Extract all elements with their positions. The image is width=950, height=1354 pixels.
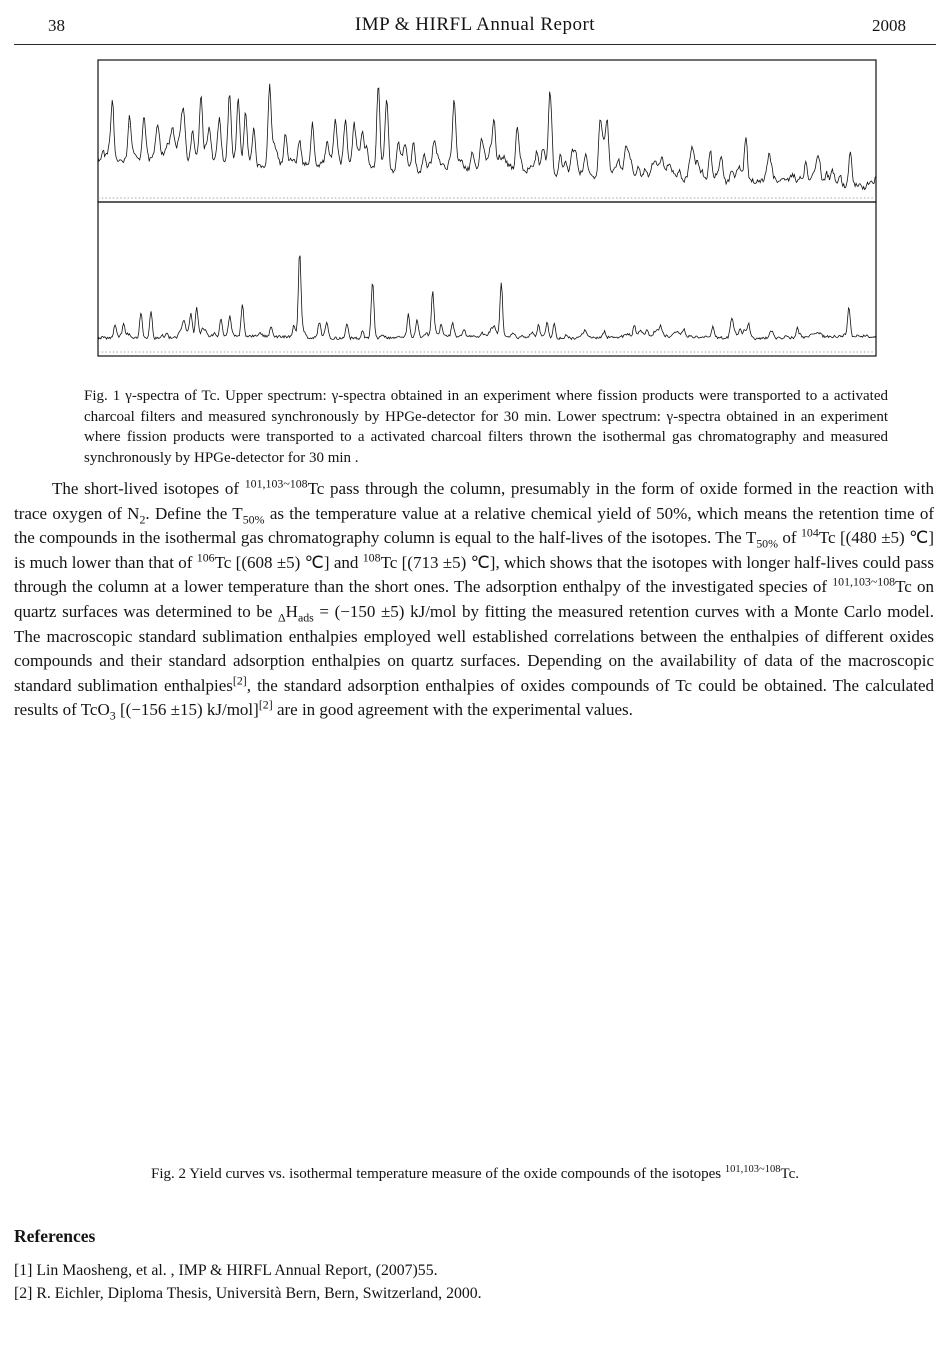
reference-item: [2] R. Eichler, Diploma Thesis, Università Bern, Bern, Switzerland, 2000. <box>14 1284 482 1302</box>
upper-spectrum-curve <box>98 84 876 190</box>
figure1-caption: Fig. 1 γ-spectra of Tc. Upper spectrum: γ-spectra obtained in an experiment where fission products were transported to a activated charcoal filters and measured synchronously by HPGe-detector for 30 min. Lower spectrum: γ-spectra obtained in an experiment where fission products were transported to a activated charcoal filters thrown the isothermal gas chromatography and measured synchronously by HPGe-detector for 30 min . <box>84 388 888 466</box>
references-heading: References <box>14 1226 96 1246</box>
year: 2008 <box>872 16 906 35</box>
page-number: 38 <box>48 16 65 35</box>
figure2-yield-curves <box>128 786 828 1150</box>
figure1-gamma-spectra <box>56 56 896 378</box>
journal-title: IMP & HIRFL Annual Report <box>354 14 596 35</box>
reference-item: [1] Lin Maosheng, et al. , IMP & HIRFL Annual Report, (2007)55. <box>14 1262 438 1279</box>
references-section <box>14 1226 930 1304</box>
fig1-svg <box>56 56 896 378</box>
lower-spectrum-curve <box>98 256 876 340</box>
body-paragraph: The short-lived isotopes of $^{101,103\sim 108}$Tc pass through the column, presumably in the form of oxide formed in the reaction with trace oxygen of $N_2$. Define the $T_{50\%}$ as the temperature value at a relative chemical yield of 50%, which means the retention time of the compounds in the isothermal gas chromatography column is equal to the half-lives of the isotopes. The $T_{50\%}$ of $^{104}$Tc [(480 ±5) ℃] is much lower than that of $^{106}$Tc [(608 ±5) ℃] and $^{108}$Tc [(713 ±5) ℃], which shows that the isotopes with longer half-lives could pass through the column at a lower temperature than the short ones. The adsorption enthalpy of the investigated species of $^{101,103\sim 108}$Tc on quartz surfaces was determined to be $_\Delta H_{ads} = (-150 \pm 5)$ kJ/mol by fitting the measured retention curves with a Monte Carlo model. The macroscopic standard sublimation enthalpies employed well established correlations between the enthalpies of different oxides compounds and their standard adsorption enthalpies on quartz surfaces. Depending on the availability of data of the macroscopic standard sublimation enthalpies[2], the standard adsorption enthalpies of oxides compounds of Tc could be obtained. The calculated results of TcO$_3$ [(−156 ±15) kJ/mol][2] are in good agreement with the experimental values. <box>14 476 935 723</box>
header-rule <box>14 44 936 45</box>
page-header <box>40 14 910 40</box>
figure2-caption: Fig. 2 Yield curves vs. isothermal temperature measure of the oxide compounds of the isotopes $^{101,103\sim 108}$Tc. <box>151 1164 799 1182</box>
